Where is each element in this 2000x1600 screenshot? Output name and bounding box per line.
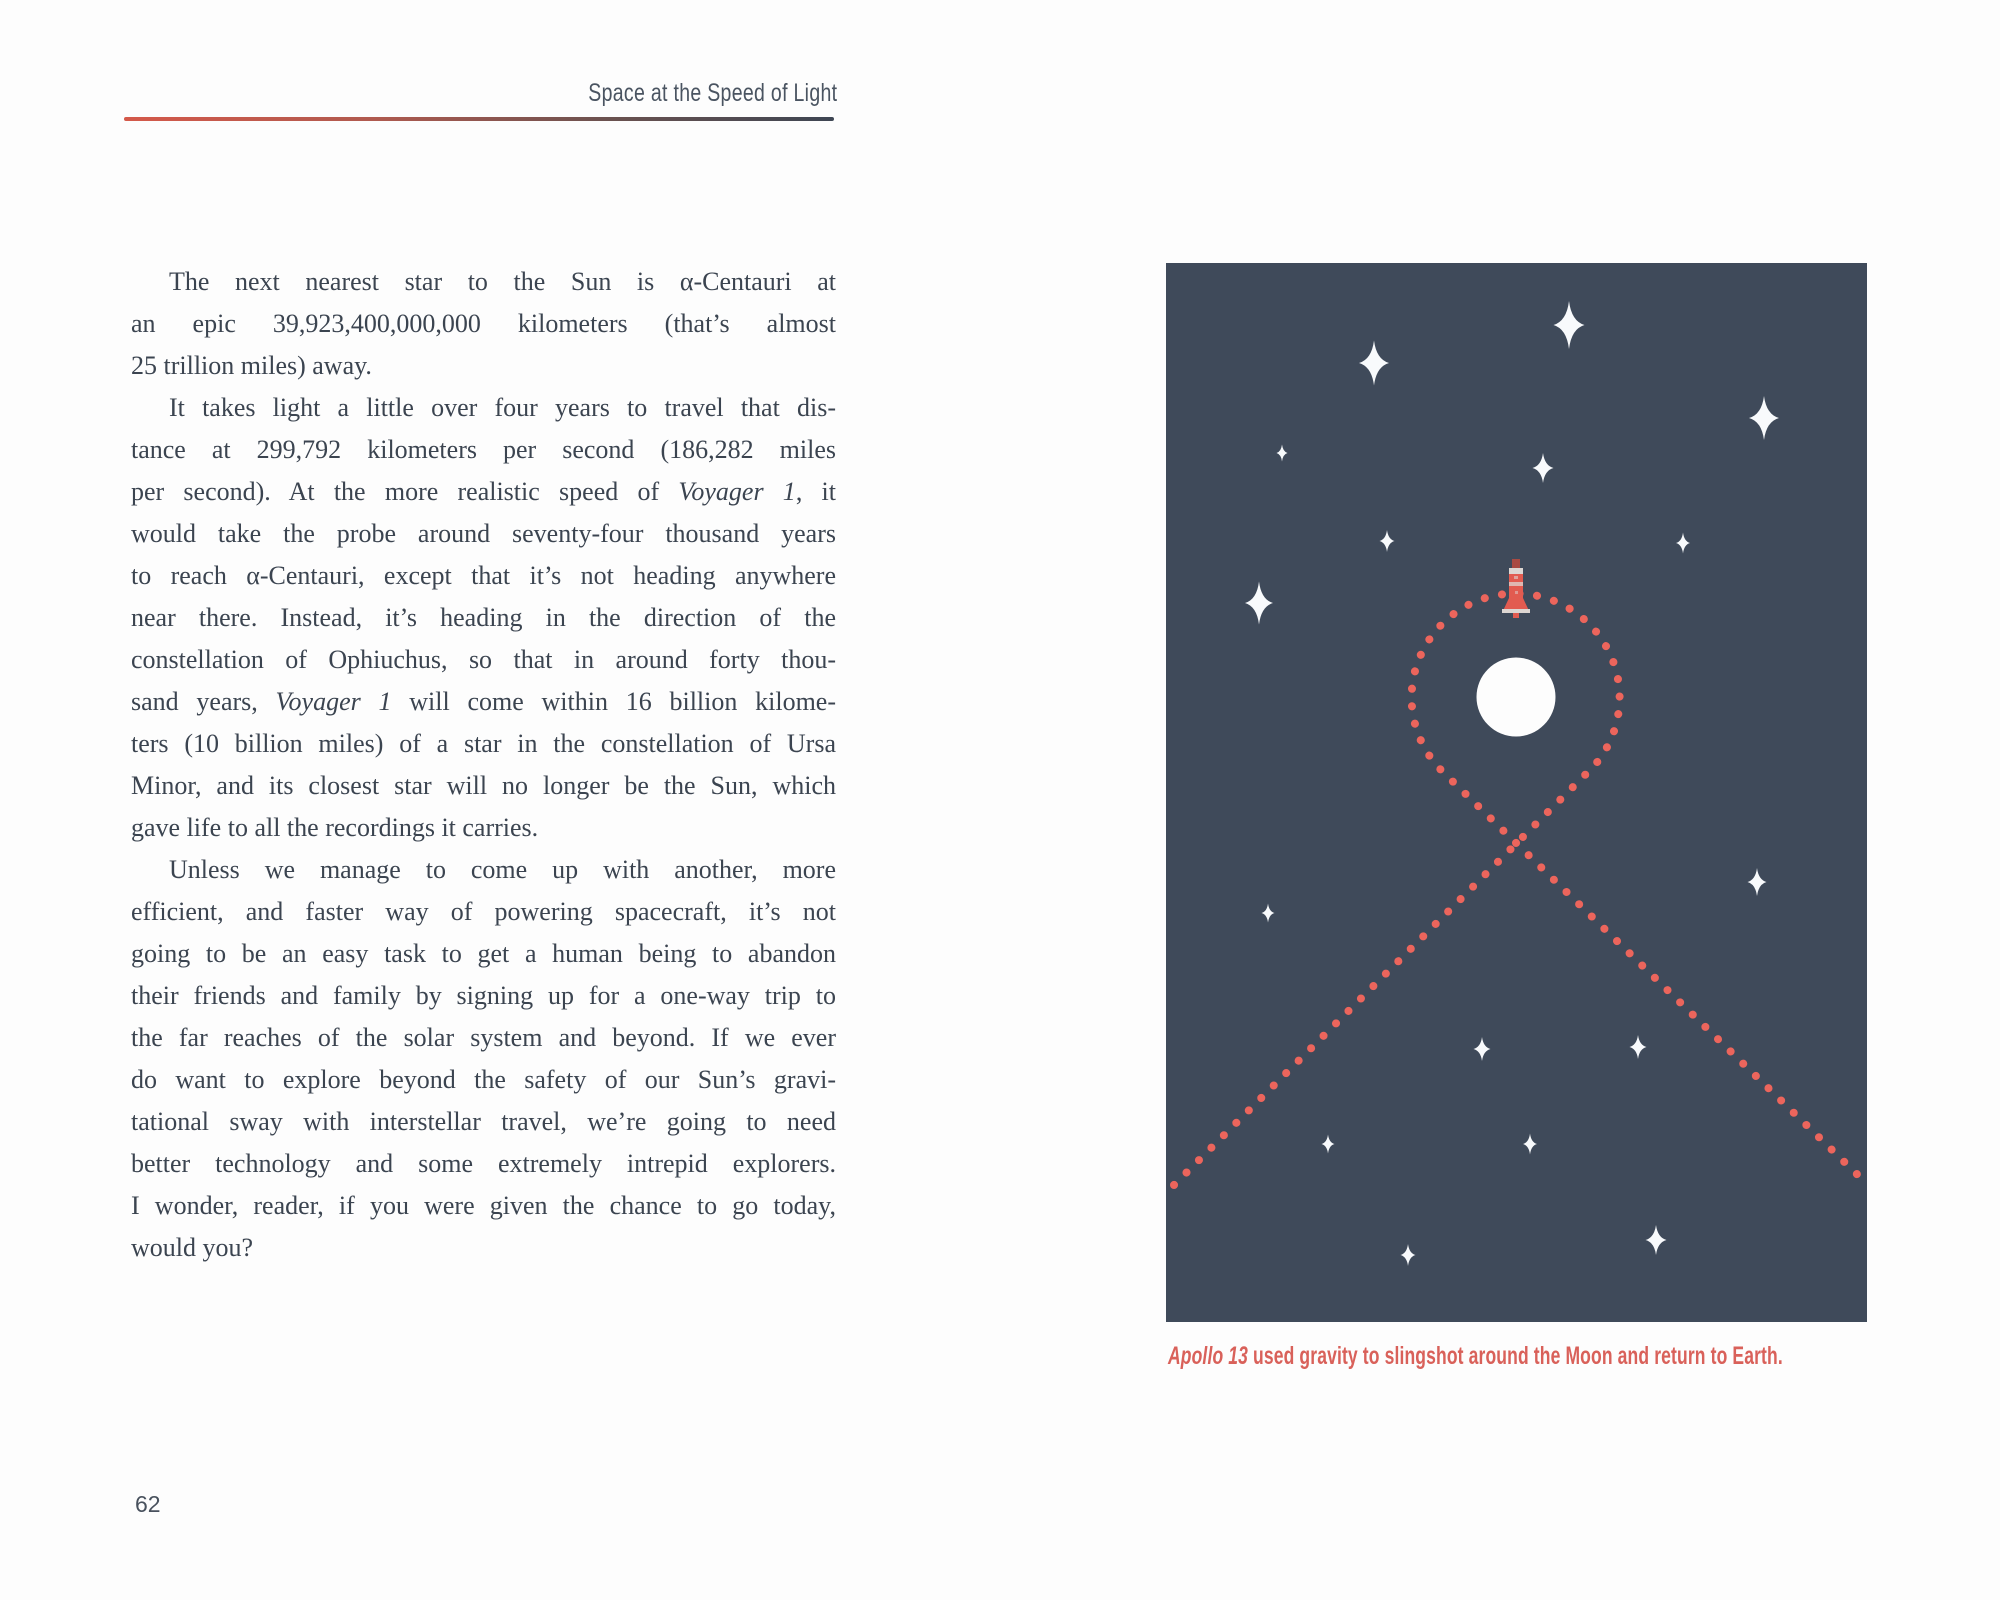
header-gradient-rule [124,117,834,121]
text-line: better technology and some extremely intrepid explorers. [131,1149,836,1178]
paragraph [131,261,836,387]
text-line: efficient, and faster way of powering spacecraft, it’s not [131,897,836,926]
star-icon [1748,868,1767,896]
text-line: tational sway with interstellar travel, we’re going to need [131,1107,836,1136]
star-icon [1359,341,1389,386]
star-icon [1401,1244,1416,1266]
body-text [131,261,836,1269]
caption-rest: used gravity to slingshot around the Moon and return to Earth. [1248,1342,1783,1370]
text-line: Minor, and its closest star will no longer be the Sun, which [131,771,836,800]
star-icon [1630,1035,1647,1059]
star-icon [1523,1134,1537,1155]
star-icon [1554,301,1585,349]
paragraph [131,387,836,849]
text-line: tance at 299,792 kilometers per second (186,282 miles [131,435,836,464]
text-line: It takes light a little over four years to travel that dis- [169,393,836,422]
text-line: 25 trillion miles) away. [131,351,372,380]
figure-caption-text [1168,1342,1783,1371]
figure-caption [1168,1342,1898,1371]
text-line: sand years, Voyager 1 will come within 16 billion kilome- [131,687,837,716]
text-line: going to be an easy task to get a human being to abandon [131,939,836,968]
star-icon [1749,396,1779,440]
page-number: 62 [135,1491,161,1517]
star-icon [1474,1037,1491,1061]
star-icon [1262,904,1275,923]
text-line: I wonder, reader, if you were given the chance to go today, [131,1191,836,1220]
slingshot-diagram [1166,263,1867,1322]
star-icon [1245,582,1273,625]
star-icon [1322,1135,1335,1154]
spacecraft-icon [1502,559,1530,618]
running-header-text: Space at the Speed of Light [587,79,837,107]
text-line: The next nearest star to the Sun is α-Centauri at [169,267,836,296]
text-line: the far reaches of the solar system and beyond. If we ever [131,1023,836,1052]
star-icon [1646,1225,1667,1255]
slingshot-illustration [1166,263,1867,1322]
text-line: would you? [131,1233,254,1262]
star-icon [1676,533,1690,554]
text-line: an epic 39,923,400,000,000 kilometers (that’s almost [131,309,836,338]
text-line: per second). At the more realistic speed of Voyager 1, it [131,477,836,506]
star-icon [1277,445,1288,462]
text-line: ters (10 billion miles) of a star in the constellation of Ursa [131,729,836,758]
text-line: would take the probe around seventy-four thousand years [131,519,836,548]
text-line: gave life to all the recordings it carries. [131,813,539,842]
caption-italic-title: Apollo 13 [1168,1342,1249,1370]
paragraph [131,849,836,1269]
text-line: do want to explore beyond the safety of our Sun’s gravi- [131,1065,836,1094]
moon [1477,658,1556,737]
running-header [123,79,837,108]
text-line: Unless we manage to come up with another, more [169,855,836,884]
star-icon [1380,530,1395,552]
text-line: to reach α-Centauri, except that it’s not heading anywhere [131,561,836,590]
text-line: near there. Instead, it’s heading in the direction of the [131,603,836,632]
star-icon [1533,453,1554,483]
text-line: constellation of Ophiuchus, so that in around forty thou- [131,645,836,674]
text-line: their friends and family by signing up for a one-way trip to [131,981,836,1010]
